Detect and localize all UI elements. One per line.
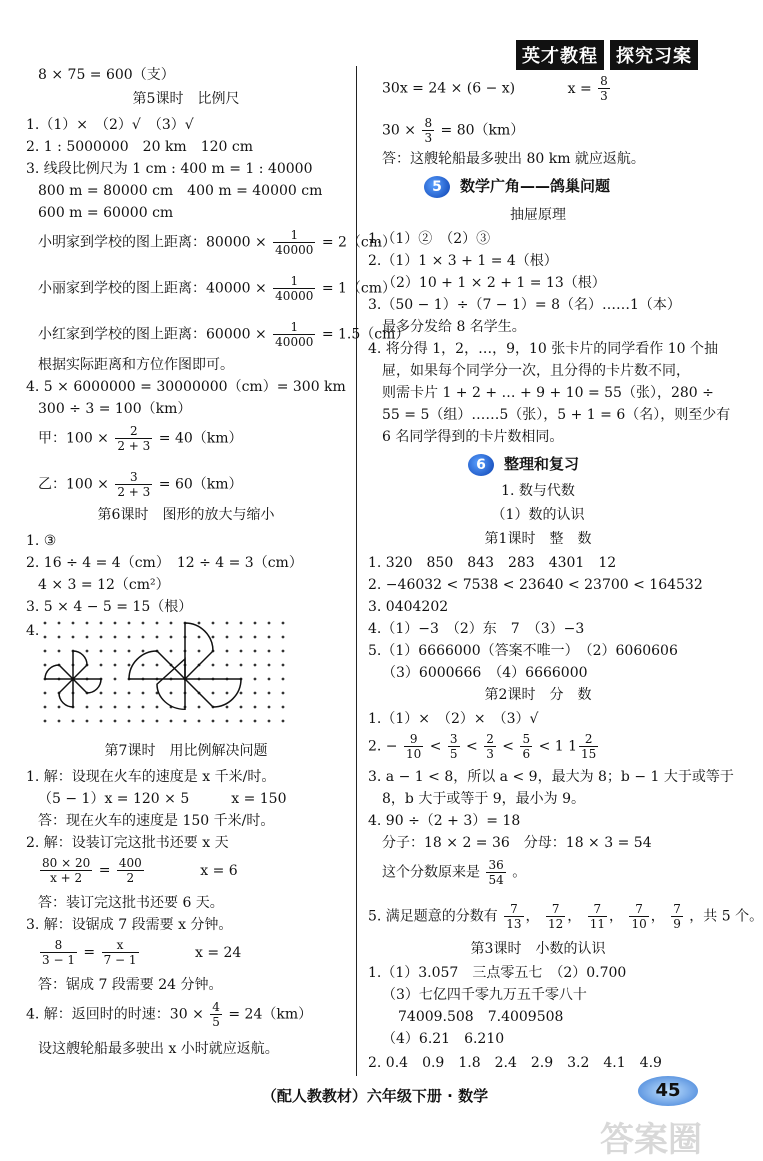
denominator: 5 (212, 1015, 220, 1029)
numerator: 1 (273, 274, 315, 289)
unit-heading (468, 454, 579, 476)
line: （3）6000666 （4）6666000 (382, 665, 588, 681)
fraction (484, 732, 496, 761)
text: 小明家到学校的图上距离：80000 × (38, 234, 267, 251)
text: = 24（km） (228, 1006, 313, 1023)
line: 3. 解：设锯成 7 段需要 x 分钟。 (26, 917, 233, 933)
page-number: 45 (638, 1076, 698, 1106)
text: x = (567, 80, 592, 97)
fraction (579, 732, 598, 761)
numerator: 8 (600, 74, 608, 88)
header-title-1: 英才教程 (516, 40, 604, 70)
lesson-heading: 第1课时 整 数 (484, 531, 592, 547)
text: 。 (512, 864, 527, 881)
line: （4）6.21 6.210 (382, 1031, 505, 1047)
denominator: 2 (126, 871, 135, 885)
line: 55 = 5（组）……5（张），5 + 1 = 6（名），则至少有 (382, 407, 731, 423)
numerator: 7 (546, 902, 565, 917)
text: 2. − (368, 738, 398, 755)
math-line (38, 856, 238, 885)
text: x = 6 (200, 862, 238, 879)
numerator: 7 (629, 902, 648, 917)
denominator: 3 (424, 131, 433, 145)
fraction (486, 858, 505, 887)
denominator: 13 (506, 917, 522, 931)
line: 1. 320 850 843 283 4301 12 (368, 555, 617, 571)
denominator: 3 − 1 (42, 953, 75, 967)
text: 30 × (382, 122, 416, 139)
math-line (26, 1000, 312, 1029)
unit-heading (424, 176, 610, 198)
equals-sign: = (83, 944, 96, 961)
math-line (382, 74, 612, 103)
line: 2. 解：设装订完这批书还要 x 天 (26, 835, 229, 851)
denominator: 54 (488, 873, 504, 887)
math-line (38, 938, 241, 967)
fraction (504, 902, 523, 931)
text: 4. 解：返回时的时速：30 × (26, 1006, 204, 1023)
denominator: 15 (581, 747, 597, 761)
unit-number-badge: 5 (424, 176, 450, 198)
text: 30x = 24 × (6 − x) (382, 80, 516, 97)
math-line: 2. − $\frac{9}{10}$ < $\frac{3}{5}$ < $\frac{2}{3}$ < $\frac{5}{6}$ < 1 1 $\frac{2}{15}$ (368, 732, 597, 761)
text: 5. 满足题意的分数有 (368, 908, 498, 925)
text: 小红家到学校的图上距离：60000 × (38, 326, 267, 343)
denominator: 10 (406, 747, 422, 761)
fraction (422, 116, 434, 145)
line: （2）10 + 1 × 2 + 1 = 13（根） (382, 275, 606, 291)
line: 3. 线段比例尺为 1 cm : 400 m = 1 : 40000 (26, 161, 313, 177)
numerator: 7 (673, 902, 681, 916)
fraction (629, 902, 648, 931)
numerator: 2 (486, 732, 494, 746)
line: 根据实际距离和方位作图即可。 (38, 357, 234, 373)
text: x = 24 (195, 944, 242, 961)
numerator: 400 (118, 856, 142, 870)
text: 乙：100 × (38, 476, 109, 493)
line: 4. 5 × 6000000 = 30000000（cm）= 300 km (26, 379, 346, 395)
lesson-heading: 第2课时 分 数 (484, 687, 592, 703)
line: 答：这艘轮船最多驶出 80 km 就应返航。 (382, 151, 645, 167)
footer-title: （配人教教材）六年级下册 · 数学 (261, 1087, 489, 1105)
line: 3. a − 1 < 8，所以 a < 9，最大为 8；b − 1 大于或等于 (368, 769, 734, 785)
pinwheel-dot-grid-figure (40, 618, 300, 728)
numerator: 8 (40, 938, 77, 953)
denominator: 3 (600, 89, 608, 103)
unit-title: 整理和复习 (504, 455, 580, 473)
equals-sign: = (98, 862, 111, 879)
lesson-heading: 第7课时 用比例解决问题 (104, 743, 268, 759)
fraction (404, 732, 423, 761)
lesson-heading: 抽屉原理 (510, 207, 566, 223)
fraction (671, 902, 683, 931)
line: 3. 0404202 (368, 599, 449, 615)
denominator: 10 (631, 917, 647, 931)
text: = 1.5（cm） (321, 326, 410, 343)
line: 2. 1 : 5000000 20 km 120 cm (26, 139, 253, 155)
line: 6 名同学得到的卡片数相同。 (382, 429, 564, 445)
numerator: x (102, 938, 139, 953)
text: 这个分数原来是 (382, 864, 480, 881)
line: 4 × 3 = 12（cm²） (38, 577, 170, 593)
line: 4.（1）−3 （2）东 7 （3）−3 (368, 621, 585, 637)
numerator: 2 (115, 424, 152, 439)
text: = 80（km） (440, 122, 525, 139)
denominator: 7 − 1 (103, 953, 137, 967)
line: 4. (26, 623, 40, 639)
math-line: 5. 满足题意的分数有 $\frac{7}{13}$ ， $\frac{7}{12}$ ， $\frac{7}{11}$ ， $\frac{7}{10}$ ， $\frac{7}{9}$ ，共 5 个。 (368, 902, 763, 931)
line: 2. 0.4 0.9 1.8 2.4 2.9 3.2 4.1 4.9 (368, 1055, 662, 1071)
section-heading: 1. 数与代数 (501, 483, 575, 499)
fraction (588, 902, 607, 931)
fraction (273, 228, 315, 257)
numerator: 2 (579, 732, 598, 747)
line: 2. 16 ÷ 4 = 4（cm） 12 ÷ 4 = 3（cm） (26, 555, 303, 571)
math-line (382, 858, 526, 887)
math-line (38, 274, 396, 303)
line: 8 × 75 = 600（支） (38, 67, 175, 83)
lesson-heading: 第6课时 图形的放大与缩小 (97, 507, 275, 523)
fraction (115, 470, 152, 499)
numerator: 1 (273, 320, 315, 335)
line: 5.（1）6666000（答案不唯一） （2）6060606 (368, 643, 678, 659)
fraction (546, 902, 565, 931)
denominator: 6 (522, 747, 531, 761)
fraction (115, 424, 152, 453)
text: = 1（cm） (321, 280, 397, 297)
section-heading: （1）数的认识 (491, 507, 585, 523)
numerator: 3 (115, 470, 152, 485)
text: 1 (568, 738, 578, 755)
unit-number-badge: 6 (468, 454, 494, 476)
lesson-heading: 第3课时 小数的认识 (470, 941, 606, 957)
fraction (40, 856, 92, 885)
denominator: 2 + 3 (117, 439, 151, 453)
line: 1.（1）3.057 三点零五七 （2）0.700 (368, 965, 627, 981)
fraction (273, 274, 315, 303)
fraction (210, 1000, 222, 1029)
line: 4. 将分得 1，2，…，9，10 张卡片的同学看作 10 个抽 (368, 341, 718, 357)
line: 74009.508 7.4009508 (398, 1009, 564, 1025)
fraction (520, 732, 532, 761)
math-line (38, 470, 243, 499)
line: 8，b 大于或等于 9，最小为 9。 (382, 791, 586, 807)
fraction (273, 320, 315, 349)
fraction (598, 74, 610, 103)
line: 4. 90 ÷（2 + 3）= 18 (368, 813, 521, 829)
text: = 2（cm） (321, 234, 397, 251)
line: 800 m = 80000 cm 400 m = 40000 cm (38, 183, 323, 199)
text: = 60（km） (158, 476, 243, 493)
watermark: 答案圈 (600, 1120, 702, 1160)
line: 1. 解：设现在火车的速度是 x 千米/时。 (26, 769, 276, 785)
math-line (382, 116, 524, 145)
unit-title: 数学广角——鸽巢问题 (460, 177, 611, 195)
denominator: 9 (673, 917, 681, 931)
numerator: 9 (404, 732, 423, 747)
numerator: 80 × 20 (42, 856, 91, 870)
denominator: 3 (486, 747, 494, 761)
math-line (38, 228, 396, 257)
line: 600 m = 60000 cm (38, 205, 174, 221)
numerator: 3 (449, 732, 458, 746)
math-line (38, 424, 243, 453)
denominator: 40000 (275, 243, 314, 257)
line: 答：现在火车的速度是 150 千米/时。 (38, 813, 275, 829)
line: 2.（1）1 × 3 + 1 = 4（根） (368, 253, 558, 269)
line: 则需卡片 1 + 2 + … + 9 + 10 = 55（张），280 ÷ (382, 385, 714, 401)
line: 答：锯成 7 段需要 24 分钟。 (38, 977, 223, 993)
math-line (38, 320, 409, 349)
denominator: 2 + 3 (117, 485, 151, 499)
line: 2. −46032 < 7538 < 23640 < 23700 < 164532 (368, 577, 703, 593)
numerator: 7 (588, 902, 607, 917)
line: 3. 5 × 4 − 5 = 15（根） (26, 599, 193, 615)
line: 分子：18 × 2 = 36 分母：18 × 3 = 54 (382, 835, 652, 851)
numerator: 7 (504, 902, 523, 917)
line: 设这艘轮船最多驶出 x 小时就应返航。 (38, 1041, 279, 1057)
fraction (117, 856, 144, 885)
fraction (102, 938, 139, 967)
denominator: 12 (548, 917, 564, 931)
numerator: 36 (488, 858, 504, 872)
header-banner (516, 40, 698, 70)
line: （3）七亿四千零九万五千零八十 (382, 987, 587, 1003)
line: 1.（1）× （2）× （3）√ (368, 711, 539, 727)
denominator: 40000 (275, 335, 314, 349)
line: 1.（1）② （2）③ (368, 231, 491, 247)
text: ，共 5 个。 (689, 908, 763, 925)
line: 300 ÷ 3 = 100（km） (38, 401, 192, 417)
denominator: 40000 (275, 289, 314, 303)
numerator: 1 (273, 228, 315, 243)
fraction (448, 732, 460, 761)
line: （5 − 1）x = 120 × 5 x = 150 (38, 791, 287, 807)
fraction (40, 938, 77, 967)
numerator: 8 (424, 116, 433, 130)
lesson-heading: 第5课时 比例尺 (132, 91, 240, 107)
line: 3.（50 − 1）÷（7 − 1）= 8（名）……1（本） (368, 297, 681, 313)
line: 屉，如果每个同学分一次，且分得的卡片数不同， (382, 363, 690, 379)
numerator: 4 (212, 1000, 220, 1014)
line: 1.（1）× （2）√ （3）√ (26, 117, 194, 133)
line: 答：装订完这批书还要 6 天。 (38, 895, 224, 911)
denominator: 5 (449, 747, 458, 761)
denominator: x + 2 (50, 871, 83, 885)
numerator: 5 (522, 732, 531, 746)
denominator: 11 (589, 917, 606, 931)
text: 小丽家到学校的图上距离：40000 × (38, 280, 267, 297)
header-title-2: 探究习案 (610, 40, 698, 70)
line: 1. ③ (26, 533, 57, 549)
text: < 1 (538, 738, 564, 755)
text: = 40（km） (158, 430, 243, 447)
line: 最多分发给 8 名学生。 (382, 319, 526, 335)
text: 甲：100 × (38, 430, 109, 447)
column-divider (356, 66, 357, 1076)
